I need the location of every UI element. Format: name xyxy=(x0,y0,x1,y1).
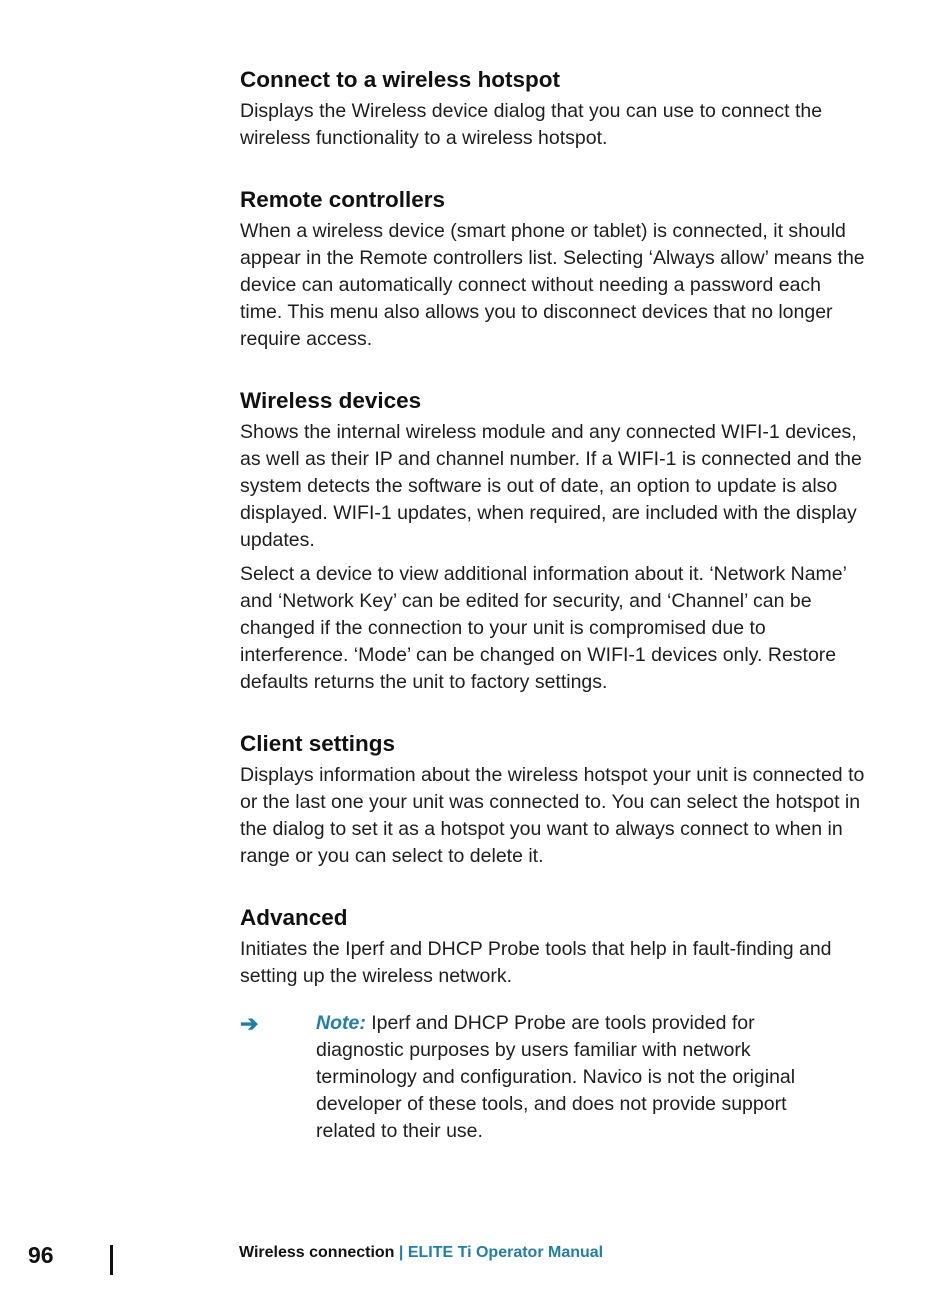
section-paragraph: Displays the Wireless device dialog that you can use to connect the wireless functionality to a wireless hotspot. xyxy=(240,100,823,149)
section-heading: Wireless devices xyxy=(240,388,422,413)
section-paragraph: Shows the internal wireless module and any connected WIFI-1 devices, as well as their IP and channel number. If a WIFI-1 is connected and the system detects the software is out of date, an option to update is also displayed. WIFI-1 updates, when required, are included with the display updates. xyxy=(240,421,862,551)
note-text xyxy=(316,1010,846,1145)
note-label: Note: xyxy=(316,1012,366,1034)
section-advanced xyxy=(240,902,865,1145)
section-heading: Remote controllers xyxy=(240,187,446,212)
footer-manual-title: ELITE Ti Operator Manual xyxy=(407,1244,604,1261)
arrow-right-icon: ➔ xyxy=(240,1011,259,1036)
section-heading: Connect to a wireless hotspot xyxy=(240,67,561,92)
section-heading: Client settings xyxy=(240,731,396,756)
page-number: 96 xyxy=(28,1242,54,1268)
section-heading: Advanced xyxy=(240,905,348,930)
note-block xyxy=(240,1010,865,1145)
section-wireless-devices xyxy=(240,385,865,696)
page-content xyxy=(240,64,865,1145)
footer-running-title xyxy=(239,1244,603,1262)
section-connect-hotspot xyxy=(240,64,865,152)
section-paragraph: Displays information about the wireless hotspot your unit is connected to or the last one your unit was connected to. You can select the hotspot in the dialog to set it as a hotspot you want to always connect to when in range or you can select to delete it. xyxy=(240,764,865,867)
section-client-settings xyxy=(240,728,865,870)
section-remote-controllers xyxy=(240,184,865,353)
section-paragraph: Initiates the Iperf and DHCP Probe tools that help in fault-finding and setting up the wireless network. xyxy=(240,938,832,987)
note-body: Iperf and DHCP Probe are tools provided for diagnostic purposes by users familiar with network terminology and configuration. Navico is not the original developer of these tools, and does not provide support related to their use. xyxy=(316,1012,796,1142)
section-paragraph: When a wireless device (smart phone or tablet) is connected, it should appear in the Remote controllers list. Selecting ‘Always allow’ means the device can automatically connect without needing a password each time. This menu also allows you to disconnect devices that no longer require access. xyxy=(240,220,865,350)
footer-separator: | xyxy=(394,1244,408,1261)
section-paragraph: Select a device to view additional information about it. ‘Network Name’ and ‘Network Key’ can be edited for security, and ‘Channel’ can be changed if the connection to your unit is compromised due to interference. ‘Mode’ can be changed on WIFI-1 devices only. Restore defaults returns the unit to factory settings. xyxy=(240,563,847,693)
footer-section-name: Wireless connection xyxy=(239,1244,395,1261)
footer-divider xyxy=(110,1245,113,1275)
